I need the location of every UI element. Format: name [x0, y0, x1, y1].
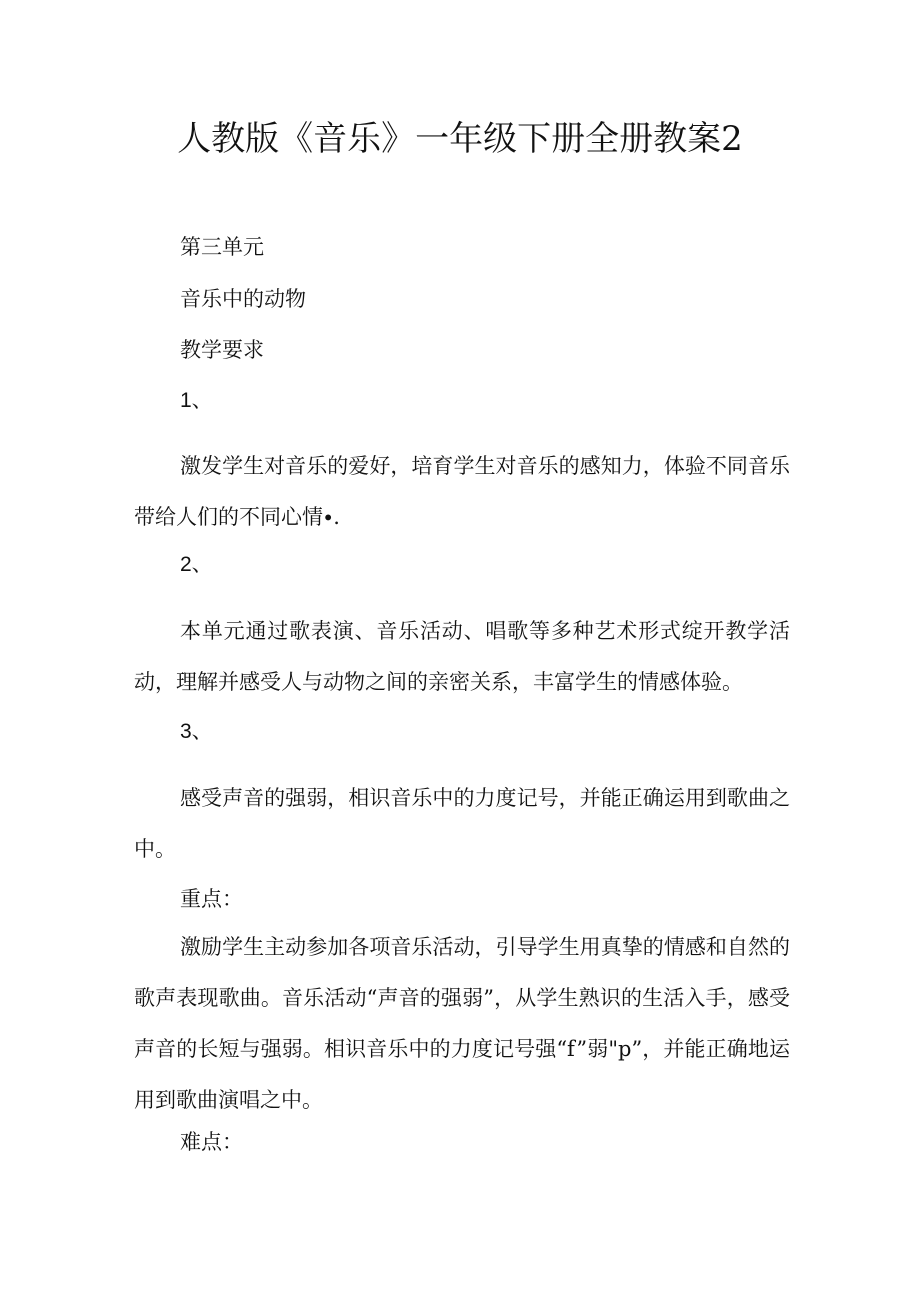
unit-name: 音乐中的动物 [180, 287, 306, 311]
item-text-3: 感受声音的强弱，相识音乐中的力度记号，并能正确运用到歌曲之中。 [134, 786, 790, 861]
difficulties-label: 难点： [180, 1130, 243, 1154]
item-number-2: 2、 [180, 553, 213, 576]
key-points-text: 激励学生主动参加各项音乐活动，引导学生用真挚的情感和自然的歌声表现歌曲。音乐活动“声音的强弱”，从学生熟识的生活入手，感受声音的长短与强弱。相识音乐中的力度记号强“f”弱"p”，并能正确地运用到歌曲演唱之中。 [134, 935, 790, 1112]
document-title: 人教版《音乐》一年级下册全册教案2 [177, 119, 743, 159]
unit-label: 第三单元 [180, 235, 264, 259]
section-heading-requirements: 教学要求 [180, 338, 264, 362]
item-text-1: 激发学生对音乐的爱好，培育学生对音乐的感知力，体验不同音乐带给人们的不同心情∙. [134, 454, 790, 529]
item-text-2: 本单元通过歌表演、音乐活动、唱歌等多种艺术形式绽开教学活动，理解并感受人与动物之间的亲密关系，丰富学生的情感体验。 [134, 619, 790, 694]
item-number-3: 3、 [180, 720, 213, 743]
item-number-1: 1、 [180, 389, 213, 412]
key-points-label: 重点： [180, 887, 243, 911]
